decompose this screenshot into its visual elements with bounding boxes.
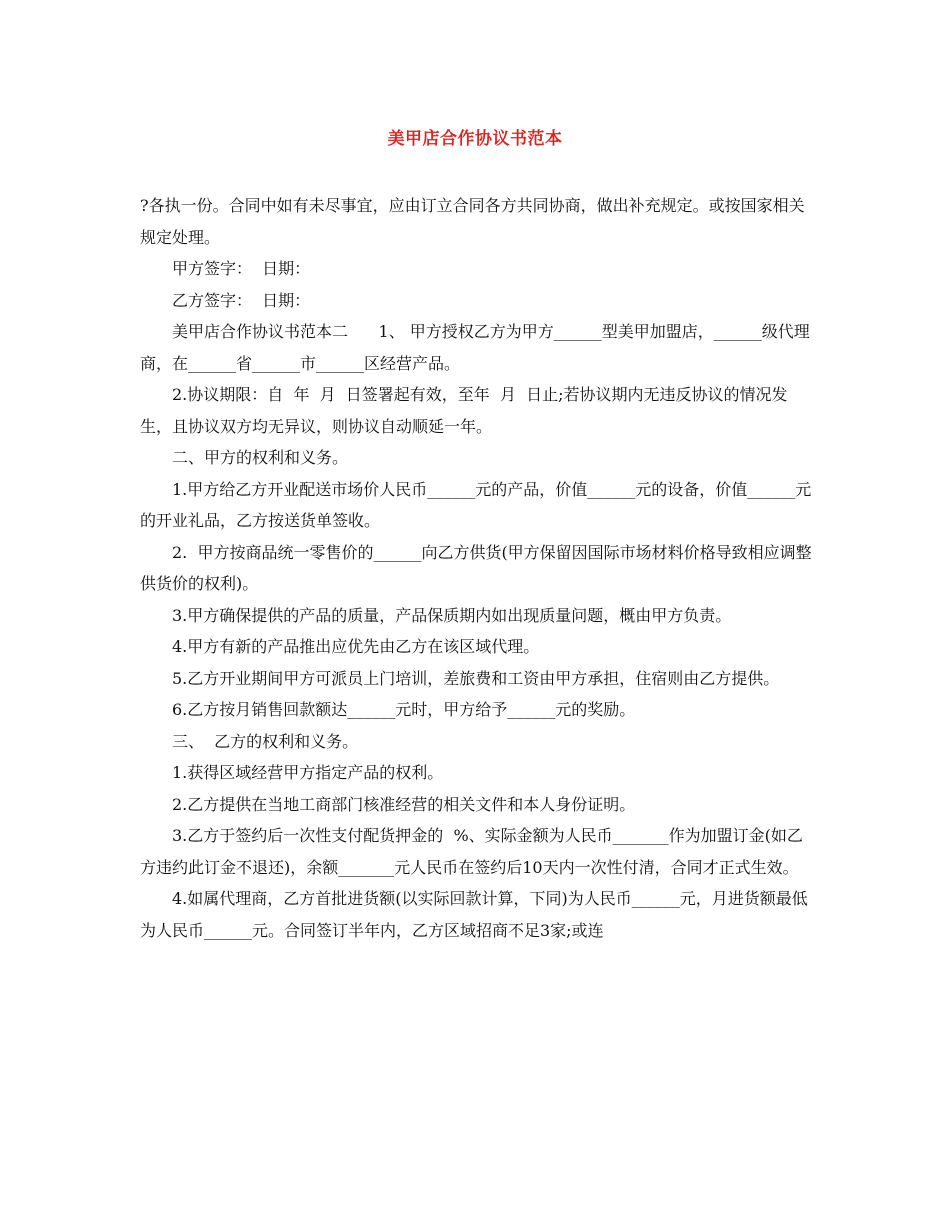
paragraph: 6.乙方按月销售回款额达______元时，甲方给予______元的奖励。 (172, 700, 636, 719)
paragraph: 美甲店合作协议书范本二 1、 甲方授权乙方为甲方______型美甲加盟店，______级代理商，在______省______市______区经营产品。 (140, 322, 810, 373)
paragraph: 5.乙方开业期间甲方可派员上门培训，差旅费和工资由甲方承担，住宿则由乙方提供。 (172, 668, 780, 688)
paragraph: 1.获得区域经营甲方指定产品的权利。 (172, 763, 444, 782)
paragraph: ?各执一份。合同中如有未尽事宜，应由订立合同各方共同协商，做出补充规定。或按国家相关规定处理。 (140, 196, 805, 247)
paragraph: 甲方签字： 日期： (172, 259, 311, 278)
paragraph: 1.甲方给乙方开业配送市场价人民币______元的产品，价值______元的设备，价值______元的开业礼品，乙方按送货单签收。 (140, 479, 812, 530)
document-title: 美甲店合作协议书范本 (387, 129, 563, 149)
paragraph: 3.乙方于签约后一次性支付配货押金的 %、实际金额为人民币_______作为加盟订金(如乙方违约此订金不退还)，余额_______元人民币在签约后10天内一次性付清，合同才正式生效。 (140, 826, 803, 877)
paragraph: 2.协议期限：自 年 月 日签署起有效，至年 月 日止;若协议期内无违反协议的情况发生，且协议双方均无异议，则协议自动顺延一年。 (140, 385, 788, 436)
paragraph: 2.乙方提供在当地工商部门核准经营的相关文件和本人身份证明。 (172, 794, 636, 814)
paragraph: 4.甲方有新的产品推出应优先由乙方在该区域代理。 (172, 637, 540, 656)
paragraph: 4.如属代理商，乙方首批进货额(以实际回款计算，下同)为人民币______元，月进货额最低为人民币______元。合同签订半年内，乙方区域招商不足3家;或连 (140, 889, 808, 940)
paragraph: 三、 乙方的权利和义务。 (172, 731, 359, 751)
document-body (140, 190, 812, 946)
paragraph: 2. 甲方按商品统一零售价的______向乙方供货(甲方保留因国际市场材料价格导致相应调整供货价的权利)。 (140, 542, 812, 593)
paragraph: 二、甲方的权利和义务。 (172, 448, 349, 467)
paragraph: 3.甲方确保提供的产品的质量，产品保质期内如出现质量问题，概由甲方负责。 (172, 605, 732, 625)
paragraph: 乙方签字： 日期： (172, 290, 311, 310)
